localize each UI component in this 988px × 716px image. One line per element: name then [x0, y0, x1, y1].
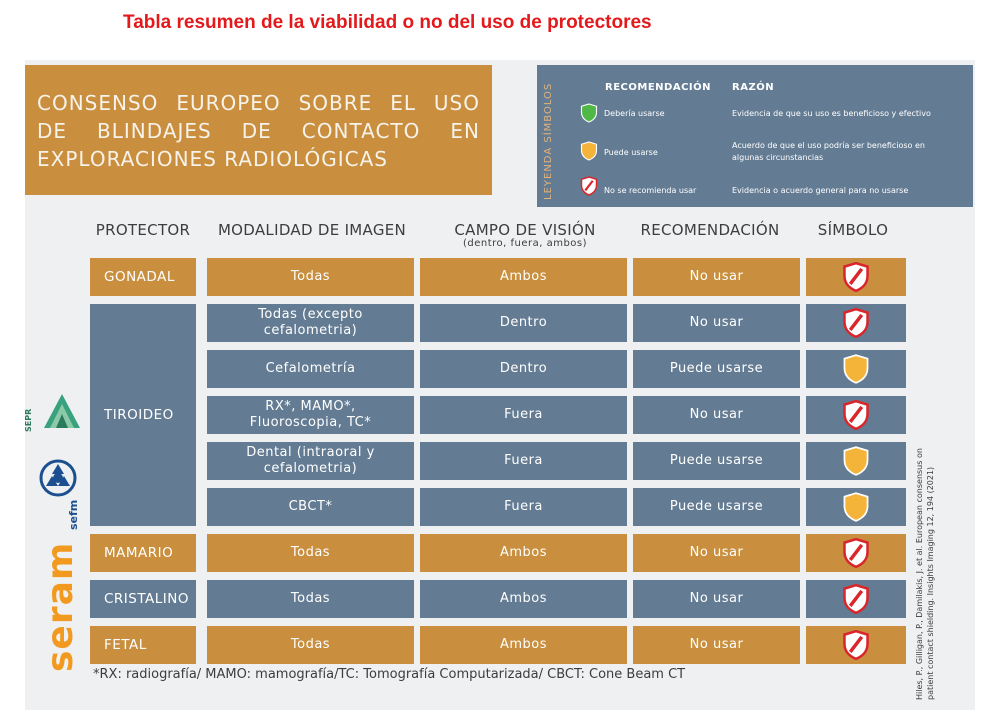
column-header-field-subtitle: (dentro, fuera, ambos): [462, 238, 588, 249]
sefm-logo-text: sefm: [67, 499, 80, 530]
legend-reason-3: Evidencia o acuerdo general para no usarse: [732, 186, 909, 195]
symbol-cell: [806, 488, 906, 526]
title-banner: [25, 65, 492, 195]
recommendation-cell: Puede usarse: [633, 442, 800, 480]
column-header-field-of-view: CAMPO DE VISIÓN (dentro, fuera, ambos): [420, 221, 630, 249]
shield-red-icon: [842, 308, 870, 338]
protector-gonadal: GONADAL: [90, 258, 196, 296]
sefm-logo: [38, 458, 78, 498]
shield-green-icon: [580, 103, 598, 123]
recommendation-cell: Puede usarse: [633, 350, 800, 388]
shield-yellow-icon: [842, 446, 870, 476]
recommendation-cell: No usar: [633, 304, 800, 342]
modality-cell: Cefalometría: [207, 350, 414, 388]
legend-rec-1: Debería usarse: [604, 109, 665, 118]
shield-red-icon: [842, 584, 870, 614]
field-of-view-cell: Ambos: [420, 258, 627, 296]
shield-red-icon: [842, 400, 870, 430]
modality-cell: Todas: [207, 580, 414, 618]
protector-cristalino: CRISTALINO: [90, 580, 196, 618]
banner-line-2: DE BLINDAJES DE CONTACTO EN: [37, 119, 480, 143]
seram-logo-text: seram: [40, 541, 81, 672]
column-header-modality: MODALIDAD DE IMAGEN: [217, 221, 407, 239]
citation: Hiles, P., Gilligan, P., Damilakis, J. et al. European consensus on patient contact shielding. Insights Imaging 12, 194 (2021): [915, 448, 935, 700]
protector-tiroideo: TIROIDEO: [90, 304, 196, 526]
recommendation-cell: No usar: [633, 626, 800, 664]
shield-red-icon: [842, 262, 870, 292]
symbol-cell: [806, 442, 906, 480]
modality-cell: Todas: [207, 258, 414, 296]
modality-cell: RX*, MAMO*, Fluoroscopia, TC*: [207, 396, 414, 434]
modality-cell: Todas: [207, 534, 414, 572]
modality-cell: Todas (excepto cefalometria): [207, 304, 414, 342]
field-of-view-cell: Fuera: [420, 442, 627, 480]
field-of-view-cell: Dentro: [420, 350, 627, 388]
shield-red-icon: [580, 176, 598, 196]
legend-header-recommendation: RECOMENDACIÓN: [605, 82, 711, 93]
field-of-view-cell: Dentro: [420, 304, 627, 342]
shield-yellow-icon: [842, 354, 870, 384]
field-of-view-cell: Ambos: [420, 626, 627, 664]
recommendation-cell: No usar: [633, 580, 800, 618]
shield-red-icon: [842, 630, 870, 660]
banner-line-1: CONSENSO EUROPEO SOBRE EL USO: [37, 91, 480, 115]
recommendation-cell: Puede usarse: [633, 488, 800, 526]
recommendation-cell: No usar: [633, 534, 800, 572]
modality-cell: CBCT*: [207, 488, 414, 526]
symbol-cell: [806, 534, 906, 572]
field-of-view-cell: Fuera: [420, 396, 627, 434]
sepr-logo-text: SEPR: [24, 408, 33, 432]
footnote: *RX: radiografía/ MAMO: mamografía/TC: Tomografía Computarizada/ CBCT: Cone Beam CT: [93, 667, 686, 682]
legend-reason-2-line1: Acuerdo de que el uso podría ser beneficioso en: [732, 141, 925, 150]
legend-rec-2: Puede usarse: [604, 148, 658, 157]
banner-line-3: EXPLORACIONES RADIOLÓGICAS: [37, 147, 388, 171]
legend-reason-2-line2: algunas circunstancias: [732, 153, 824, 162]
legend-rec-3: No se recomienda usar: [604, 186, 697, 195]
sepr-logo: [40, 390, 84, 434]
column-header-symbol: SÍMBOLO: [817, 221, 889, 239]
protector-mamario: MAMARIO: [90, 534, 196, 572]
recommendation-cell: No usar: [633, 258, 800, 296]
field-of-view-cell: Fuera: [420, 488, 627, 526]
symbol-cell: [806, 258, 906, 296]
shield-red-icon: [842, 538, 870, 568]
column-header-protector: PROTECTOR: [95, 221, 191, 239]
shield-yellow-icon: [842, 492, 870, 522]
legend-header-reason: RAZÓN: [732, 82, 775, 93]
modality-cell: Todas: [207, 626, 414, 664]
symbol-cell: [806, 350, 906, 388]
symbol-cell: [806, 626, 906, 664]
field-of-view-cell: Ambos: [420, 580, 627, 618]
field-of-view-cell: Ambos: [420, 534, 627, 572]
shield-yellow-icon: [580, 141, 598, 161]
protector-fetal: FETAL: [90, 626, 196, 664]
symbol-cell: [806, 396, 906, 434]
symbol-cell: [806, 580, 906, 618]
page-title: Tabla resumen de la viabilidad o no del uso de protectores: [123, 12, 652, 33]
legend-vertical-label: LEYENDA SÍMBOLOS: [543, 82, 554, 200]
column-header-recommendation: RECOMENDACIÓN: [640, 221, 780, 239]
modality-cell: Dental (intraoral y cefalometria): [207, 442, 414, 480]
symbol-cell: [806, 304, 906, 342]
recommendation-cell: No usar: [633, 396, 800, 434]
legend-reason-1: Evidencia de que su uso es beneficioso y efectivo: [732, 109, 931, 118]
